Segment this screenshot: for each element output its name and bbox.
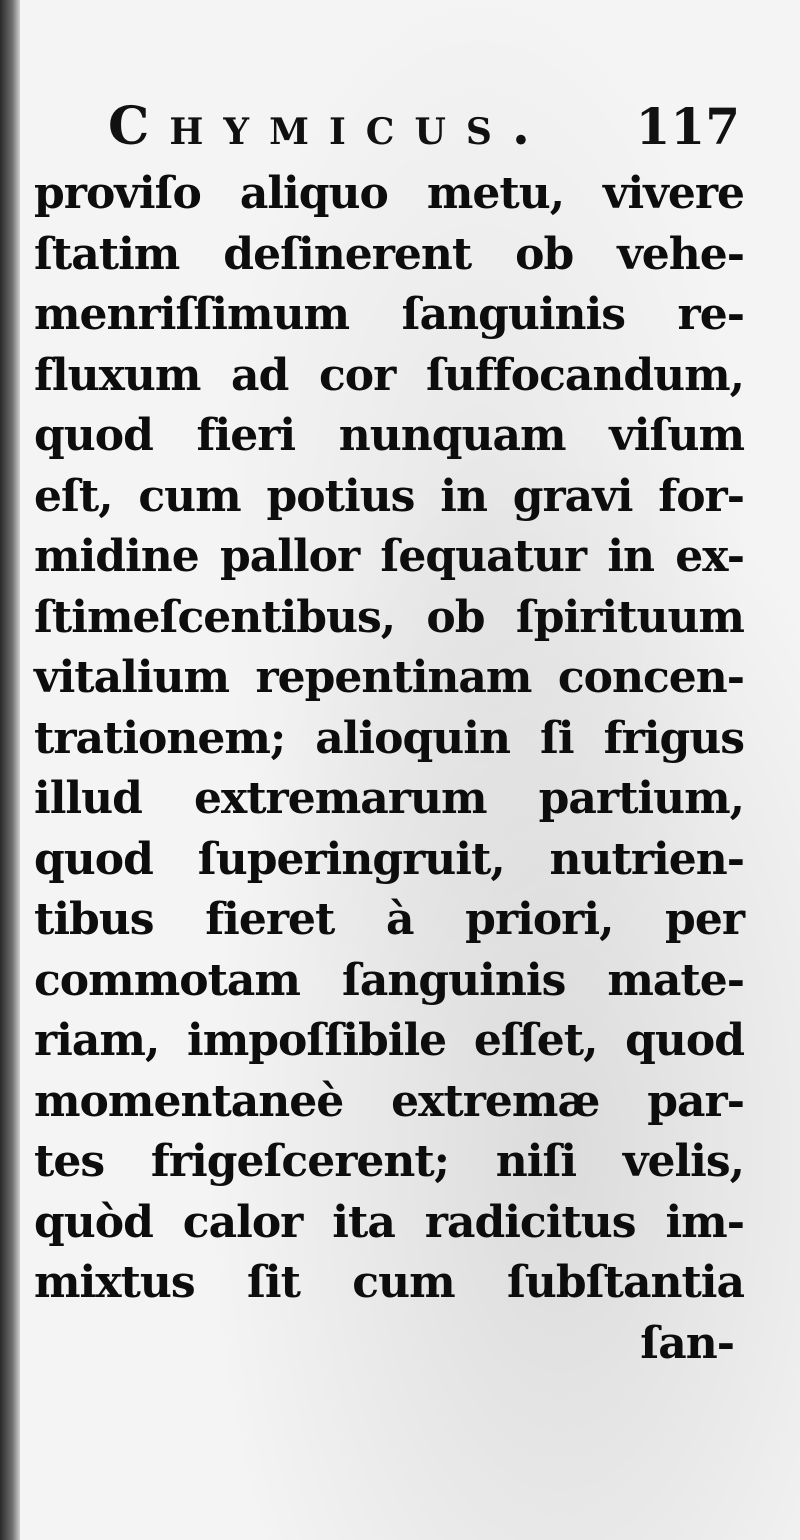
running-head: Chymicus. [108,96,550,157]
text-line: quod ſuperingruit, nutrien- [34,833,744,885]
text-line: menriſſimum ſanguinis re- [34,289,744,340]
body-text [34,164,744,1374]
text-line: ſtimeſcentibus, ob ſpirituum [34,591,744,643]
page-gutter-shadow [0,0,20,1540]
text-line: quod fieri nunquam viſum [34,410,744,461]
text-line: commotam ſanguinis mate- [34,954,744,1006]
text-line: vitalium repentinam concen- [34,652,744,703]
text-line: midine pallor ſequatur in ex- [34,531,744,582]
text-line: trationem; alioquin ſi frigus [34,712,744,764]
page-header [108,94,740,164]
text-line: fluxum ad cor ſuffocandum, [34,349,744,401]
text-line: ſtatim deſinerent ob vehe- [34,228,744,280]
page-number: 117 [635,97,740,156]
text-line: riam, impoſſibile eſſet, quod [34,1015,744,1066]
text-line: illud extremarum partium, [34,773,744,824]
text-line: mixtus ſit cum ſubſtantia [34,1257,744,1308]
catchword: ſan- [640,1317,734,1369]
text-line: tes frigeſcerent; niſi velis, [34,1136,744,1187]
text-line: momentaneè extremæ par- [34,1075,744,1127]
text-line: proviſo aliquo metu, vivere [34,168,744,219]
text-line: eſt, cum potius in gravi for- [34,470,744,522]
text-line: tibus fieret à priori, per [34,894,744,945]
text-line: quòd calor ita radicitus im- [34,1196,744,1248]
